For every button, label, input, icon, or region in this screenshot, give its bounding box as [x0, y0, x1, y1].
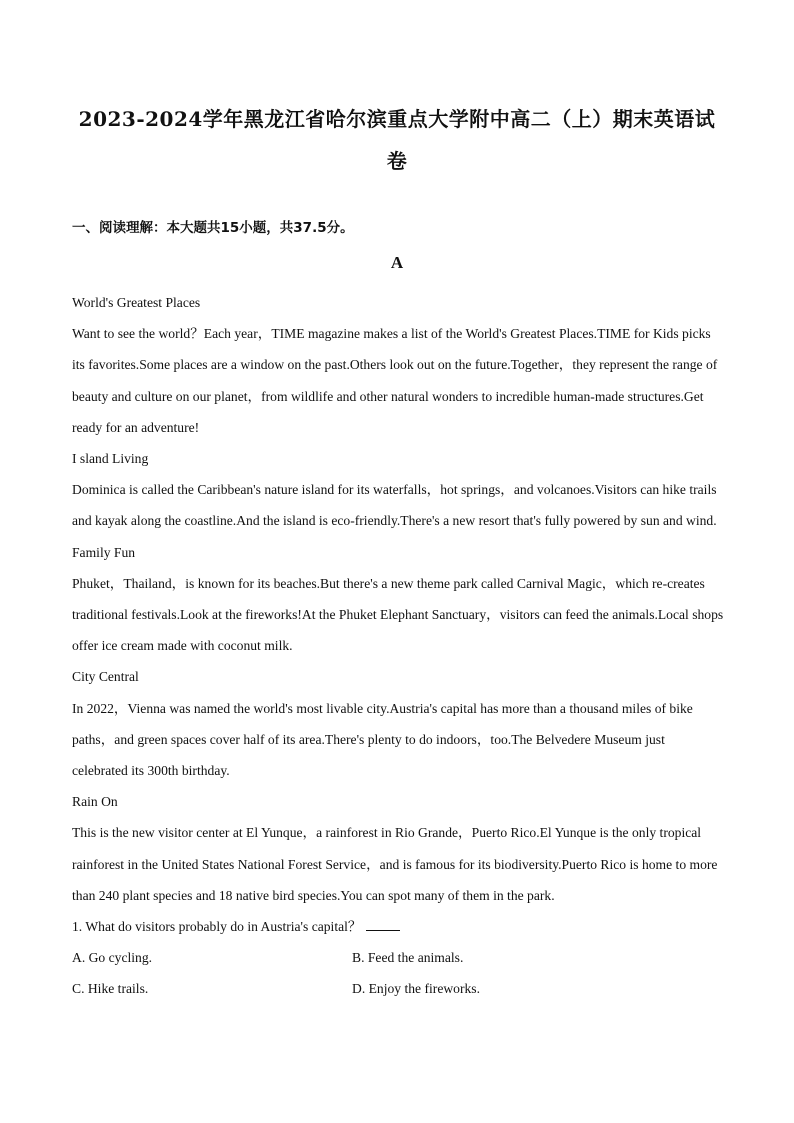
- option-a[interactable]: A. Go cycling.: [72, 950, 153, 966]
- section-heading-island-living: I sland Living: [72, 451, 149, 467]
- option-c[interactable]: C. Hike trails.: [72, 981, 149, 997]
- section-heading-city-central: City Central: [72, 669, 139, 685]
- option-b[interactable]: B. Feed the animals.: [352, 950, 464, 966]
- question-1-text: 1. What do visitors probably do in Austria's capital？: [72, 919, 362, 935]
- passage-title: World's Greatest Places: [72, 295, 201, 310]
- paragraph-city-central: In 2022，Vienna was named the world's most livable city.Austria's capital has more than a thousand miles of bike paths，and green spaces cover half of its area.There's plenty to do indoors，too.The Belvedere Museum just celebrated its 300th birthday.: [72, 700, 693, 779]
- section-heading: 一、阅读理解：本大题共15小题，共37.5分。: [72, 220, 354, 236]
- exam-title-line-1: 2023-2024学年黑龙江省哈尔滨重点大学附中高二（上）期末英语试: [78, 107, 716, 131]
- exam-title-line-2: 卷: [386, 149, 408, 173]
- answer-blank[interactable]: [366, 918, 400, 931]
- passage-label: A: [390, 253, 404, 272]
- paragraph-family-fun: Phuket，Thailand，is known for its beaches.But there's a new theme park called Carnival Magic，which re-creates traditional festivals.Look at the fireworks!At the Phuket Elephant Sanctuary，visitors can feed the animals.Local shops offer ice cream made with coconut milk.: [72, 575, 724, 654]
- paragraph-rain-on: This is the new visitor center at El Yunque，a rainforest in Rio Grande，Puerto Rico.El Yunque is the only tropical rainforest in the United States National Forest Service，and is famous for its biodiversity.Puerto Rico is home to more than 240 plant species and 18 native bird species.You can spot many of them in the park.: [72, 825, 718, 903]
- question-1: [72, 911, 724, 942]
- section-heading-family-fun: Family Fun: [72, 544, 136, 560]
- paragraph-island-living: Dominica is called the Caribbean's nature island for its waterfalls，hot springs，and volcanoes.Visitors can hike trails and kayak along the coastline.And the island is eco-friendly.There's a new resort that's fully powered by sun and wind.: [72, 482, 717, 529]
- exam-title: [60, 98, 734, 182]
- question-1-options: [72, 942, 724, 1004]
- passage-body: [72, 287, 724, 1005]
- section-heading-rain-on: Rain On: [72, 794, 118, 810]
- intro-paragraph: Want to see the world？Each year，TIME magazine makes a list of the World's Greatest Places.TIME for Kids picks its favorites.Some places are a window on the past.Others look out on the future.Together，they represent the range of beauty and culture on our planet，from wildlife and other natural wonders to incredible human-made structures.Get ready for an adventure!: [72, 326, 718, 435]
- option-d[interactable]: D. Enjoy the fireworks.: [352, 981, 480, 997]
